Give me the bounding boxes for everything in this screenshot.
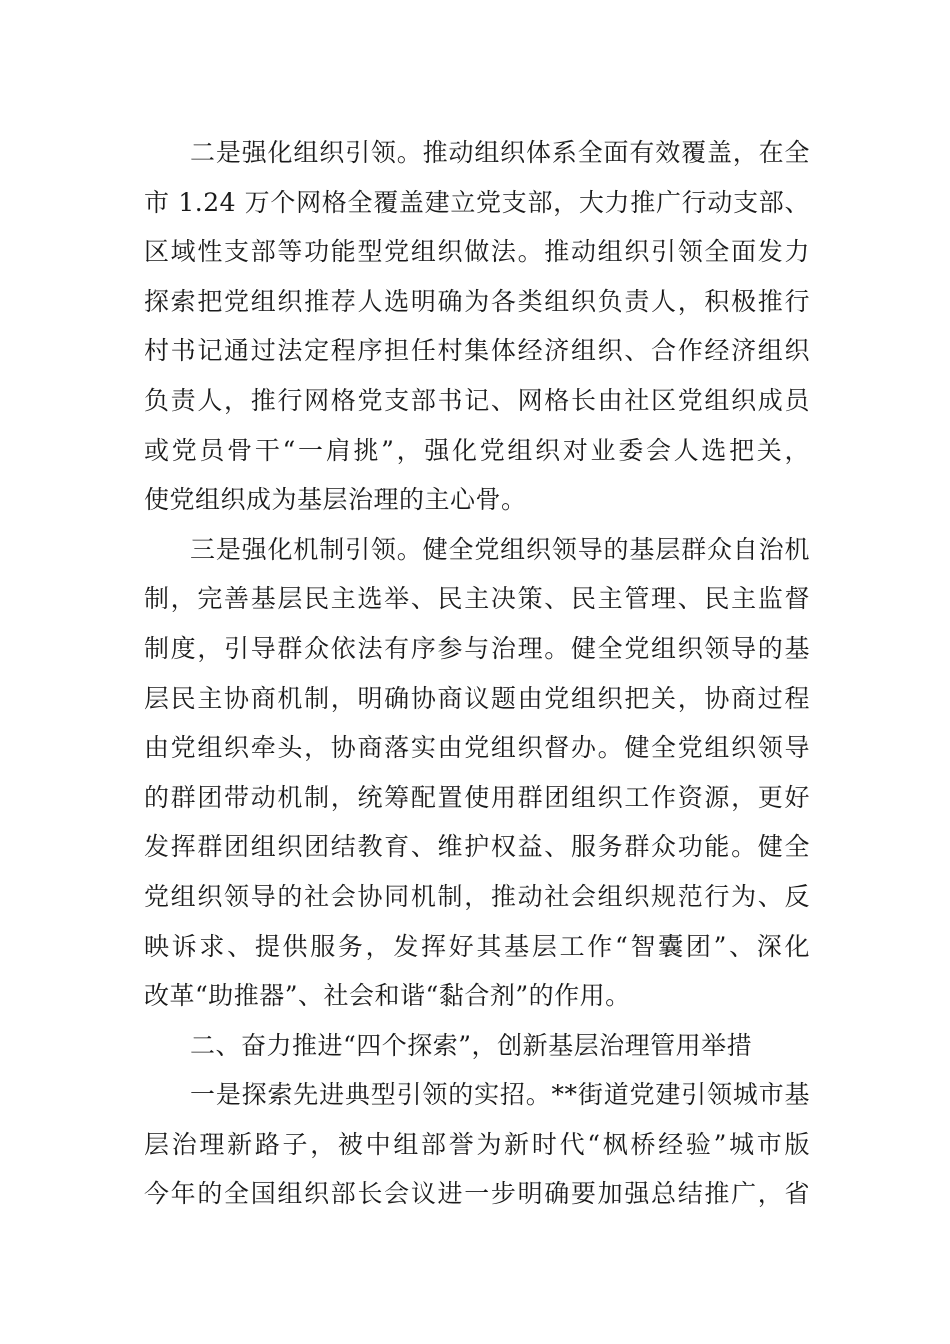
text-line-5: 村书记通过法定程序担任村集体经济组织、合作经济组织	[144, 336, 810, 366]
text-line-11: 制度，引导群众依法有序参与治理。健全党组织领导的基	[144, 633, 810, 663]
text-line-21: 层治理新路子，被中组部誉为新时代“枫桥经验”城市版	[144, 1129, 810, 1159]
text-line-4: 探索把党组织推荐人选明确为各类组织负责人，积极推行	[144, 286, 810, 316]
text-line-8: 使党组织成为基层治理的主心骨。	[144, 485, 527, 515]
text-line-1: 二是强化组织引领。推动组织体系全面有效覆盖，在全	[190, 138, 810, 167]
document-body	[144, 128, 810, 1219]
text-line-2: 市 1.24 万个网格全覆盖建立党支部，大力推广行动支部、	[144, 187, 810, 217]
text-line-9: 三是强化机制引领。健全党组织领导的基层群众自治机	[190, 534, 810, 564]
text-line-12: 层民主协商机制，明确协商议题由党组织把关，协商过程	[144, 683, 810, 713]
section-heading: 二、奋力推进“四个探索”，创新基层治理管用举措	[190, 1030, 753, 1060]
text-line-18: 改革“助推器”、社会和谐“黏合剂”的作用。	[144, 981, 631, 1011]
text-line-3: 区域性支部等功能型党组织做法。推动组织引领全面发力	[144, 237, 810, 267]
text-line-15: 发挥群团组织团结教育、维护权益、服务群众功能。健全	[144, 832, 810, 862]
text-line-6: 负责人，推行网格党支部书记、网格长由社区党组织成员	[144, 385, 810, 415]
text-line-7: 或党员骨干“一肩挑”，强化党组织对业委会人选把关，	[144, 435, 810, 465]
text-line-17: 映诉求、提供服务，发挥好其基层工作“智囊团”、深化	[144, 931, 810, 961]
text-line-14: 的群团带动机制，统筹配置使用群团组织工作资源，更好	[144, 782, 810, 812]
text-line-10: 制，完善基层民主选举、民主决策、民主管理、民主监督	[144, 584, 810, 614]
text-line-22: 今年的全国组织部长会议进一步明确要加强总结推广，省	[144, 1179, 810, 1209]
text-line-13: 由党组织牵头，协商落实由党组织督办。健全党组织领导	[144, 733, 810, 763]
text-line-16: 党组织领导的社会协同机制，推动社会组织规范行为、反	[144, 881, 810, 911]
text-line-20: 一是探索先进典型引领的实招。**街道党建引领城市基	[190, 1080, 810, 1110]
